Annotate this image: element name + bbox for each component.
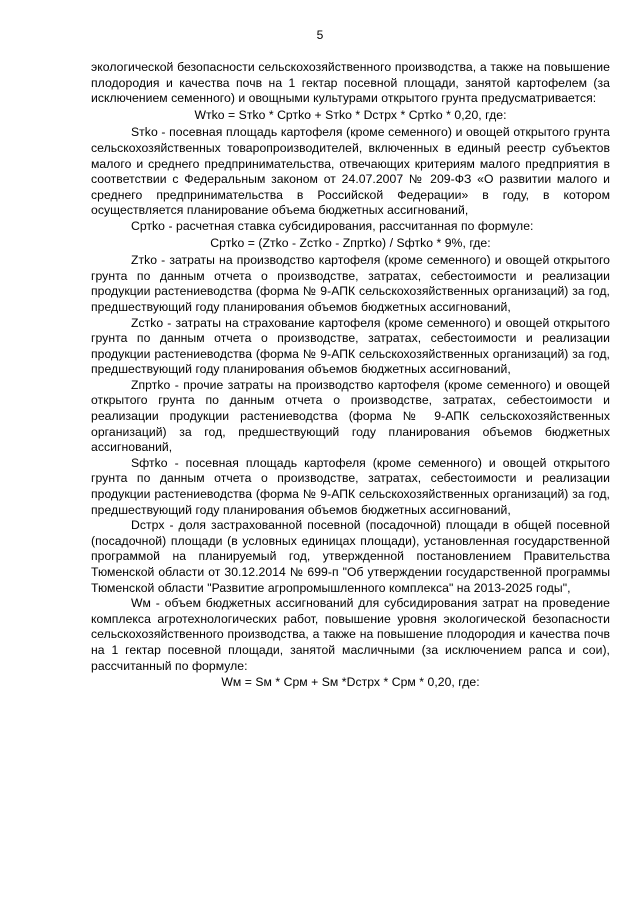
paragraph-intro-continuation: экологической безопасности сельскохозяйственного производства, а также на повышение плодородия и качества почв на 1 гектар посевной площади, занятой картофелем (за исключением семенного) и овощными культурами открытого грунта предусматривается: <box>91 60 610 106</box>
formula-crtko: Cртko = (Zтko - Zстko - Zпртko) / Sфтko * 9%, где: <box>210 235 491 250</box>
definition-ztko: Zтko - затраты на производство картофеля (кроме семенного) и овощей открытого грунта по данным отчета о производстве, затратах, себестоимости и реализации продукции растениеводства (форма № 9-АПК сельскохозяйственных организаций) за год, предшествующий году планирования объемов бюджетных ассигнований, <box>91 253 610 314</box>
definition-dstrh: Dстрх - доля застрахованной посевной (посадочной) площади в общей посевной (посадочной) площади (в условных единицах площади), установленная государственной программой на планируемый год, утвержденной постановлением Правительства Тюменской области от 30.12.2014 № 699-п "Об утверждении государственной программы Тюменской области "Развитие агропромышленного комплекса" на 2013-2025 годы", <box>91 518 610 595</box>
definition-sftko: Sфтko - посевная площадь картофеля (кроме семенного) и овощей открытого грунта по данным отчета о производстве, затратах, себестоимости и реализации продукции растениеводства (форма № 9-АПК сельскохозяйственных организаций) за год, предшествующий году планирования объемов бюджетных ассигнований, <box>91 455 610 517</box>
formula-wtko: Wтko = Sтko * Cртko + Sтko * Dстрх * Cртko * 0,20, где: <box>194 107 507 122</box>
definition-stko: Sтko - посевная площадь картофеля (кроме семенного) и овощей открытого грунта сельскохозяйственных товаропроизводителей, включенных в единый реестр субъектов малого и среднего предпринимательства, отвечающих критериям малого предприятия в соответствии с Федеральным законом от 24.07.2007 № 209-ФЗ «О развитии малого и среднего предпринимательства в Российской Федерации» в году, в котором осуществляется планирование объема бюджетных ассигнований, <box>91 125 610 218</box>
definition-zprtko: Zпртko - прочие затраты на производство картофеля (кроме семенного) и овощей открытого грунта по данным отчета о производстве, затратах, себестоимости и реализации продукции растениеводства (форма № 9-АПК сельскохозяйственных организаций) за год, предшествующий году планирования объемов бюджетных ассигнований, <box>91 377 610 455</box>
definition-crtko: Cртko - расчетная ставка субсидирования, рассчитанная по формуле: <box>131 218 534 233</box>
document-body <box>91 60 610 691</box>
definition-wm: Wм - объем бюджетных ассигнований для субсидирования затрат на проведение комплекса агротехнологических работ, повышение уровня экологической безопасности сельскохозяйственного производства, а также на повышение плодородия и качества почв на 1 гектар посевной площади, занятой масличными (за исключением рапса и сои), рассчитанный по формуле: <box>91 596 610 673</box>
page-number: 5 <box>316 28 324 42</box>
definition-zstko: Zстko - затраты на страхование картофеля (кроме семенного) и овощей открытого грунта по данным отчета о производстве, затратах, себестоимости и реализации продукции растениеводства (форма № 9-АПК сельскохозяйственных организаций) за год, предшествующий году планирования объемов бюджетных ассигнований, <box>91 315 610 377</box>
formula-wm: Wм = Sм * Cрм + Sм *Dстрх * Cрм * 0,20, где: <box>221 675 480 690</box>
